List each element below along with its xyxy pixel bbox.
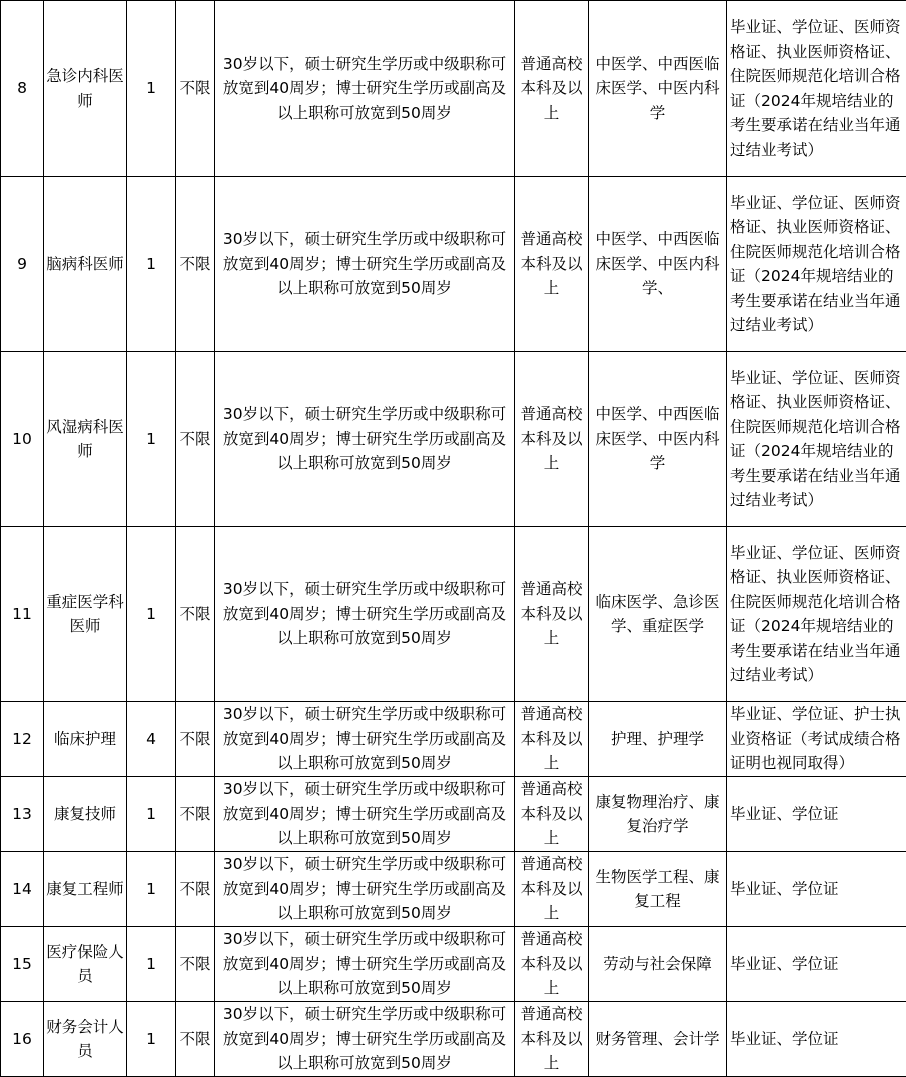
education-requirement: 普通高校本科及以上 [515,177,589,352]
major-requirement: 财务管理、会计学 [589,1002,727,1077]
other-requirements: 毕业证、学位证、医师资格证、执业医师资格证、住院医师规范化培训合格证（2024年规培结业的考生要承诺在结业当年通过结业考试） [727,177,906,352]
hiring-count: 1 [127,852,176,927]
table-row [1,527,906,702]
row-number: 16 [1,1002,44,1077]
age-requirement: 30岁以下，硕士研究生学历或中级职称可放宽到40周岁；博士研究生学历或副高及以上职称可放宽到50周岁 [215,852,515,927]
table-row [1,927,906,1002]
education-requirement: 普通高校本科及以上 [515,352,589,527]
row-number: 10 [1,352,44,527]
table-row [1,177,906,352]
major-requirement: 康复物理治疗、康复治疗学 [589,777,727,852]
gender-requirement: 不限 [176,177,215,352]
major-requirement: 生物医学工程、康复工程 [589,852,727,927]
table-row [1,352,906,527]
major-requirement: 中医学、中西医临床医学、中医内科学 [589,352,727,527]
age-requirement: 30岁以下，硕士研究生学历或中级职称可放宽到40周岁；博士研究生学历或副高及以上职称可放宽到50周岁 [215,177,515,352]
hiring-count: 1 [127,527,176,702]
table-row [1,852,906,927]
age-requirement: 30岁以下，硕士研究生学历或中级职称可放宽到40周岁；博士研究生学历或副高及以上职称可放宽到50周岁 [215,927,515,1002]
education-requirement: 普通高校本科及以上 [515,702,589,777]
other-requirements: 毕业证、学位证、医师资格证、执业医师资格证、住院医师规范化培训合格证（2024年规培结业的考生要承诺在结业当年通过结业考试） [727,352,906,527]
other-requirements: 毕业证、学位证、护士执业资格证（考试成绩合格证明也视同取得） [727,702,906,777]
major-requirement: 中医学、中西医临床医学、中医内科学、 [589,177,727,352]
other-requirements: 毕业证、学位证 [727,1002,906,1077]
position-name: 医疗保险人员 [44,927,127,1002]
other-requirements: 毕业证、学位证、医师资格证、执业医师资格证、住院医师规范化培训合格证（2024年规培结业的考生要承诺在结业当年通过结业考试） [727,527,906,702]
table-row [1,702,906,777]
age-requirement: 30岁以下，硕士研究生学历或中级职称可放宽到40周岁；博士研究生学历或副高及以上职称可放宽到50周岁 [215,527,515,702]
hiring-count: 1 [127,777,176,852]
other-requirements: 毕业证、学位证、医师资格证、执业医师资格证、住院医师规范化培训合格证（2024年规培结业的考生要承诺在结业当年通过结业考试） [727,1,906,177]
gender-requirement: 不限 [176,702,215,777]
table-row [1,1002,906,1077]
gender-requirement: 不限 [176,1,215,177]
row-number: 15 [1,927,44,1002]
position-name: 急诊内科医师 [44,1,127,177]
age-requirement: 30岁以下，硕士研究生学历或中级职称可放宽到40周岁；博士研究生学历或副高及以上职称可放宽到50周岁 [215,777,515,852]
row-number: 9 [1,177,44,352]
gender-requirement: 不限 [176,352,215,527]
position-name: 重症医学科医师 [44,527,127,702]
row-number: 14 [1,852,44,927]
education-requirement: 普通高校本科及以上 [515,527,589,702]
table-row [1,777,906,852]
position-name: 财务会计人员 [44,1002,127,1077]
table-row [1,1,906,177]
position-name: 风湿病科医师 [44,352,127,527]
gender-requirement: 不限 [176,777,215,852]
position-name: 康复技师 [44,777,127,852]
gender-requirement: 不限 [176,852,215,927]
row-number: 13 [1,777,44,852]
age-requirement: 30岁以下，硕士研究生学历或中级职称可放宽到40周岁；博士研究生学历或副高及以上职称可放宽到50周岁 [215,352,515,527]
major-requirement: 中医学、中西医临床医学、中医内科学 [589,1,727,177]
gender-requirement: 不限 [176,927,215,1002]
hiring-count: 1 [127,1002,176,1077]
education-requirement: 普通高校本科及以上 [515,927,589,1002]
major-requirement: 劳动与社会保障 [589,927,727,1002]
major-requirement: 护理、护理学 [589,702,727,777]
gender-requirement: 不限 [176,1002,215,1077]
education-requirement: 普通高校本科及以上 [515,777,589,852]
education-requirement: 普通高校本科及以上 [515,1,589,177]
position-name: 脑病科医师 [44,177,127,352]
hiring-count: 1 [127,927,176,1002]
row-number: 11 [1,527,44,702]
row-number: 12 [1,702,44,777]
row-number: 8 [1,1,44,177]
age-requirement: 30岁以下，硕士研究生学历或中级职称可放宽到40周岁；博士研究生学历或副高及以上职称可放宽到50周岁 [215,1,515,177]
hiring-count: 1 [127,1,176,177]
age-requirement: 30岁以下，硕士研究生学历或中级职称可放宽到40周岁；博士研究生学历或副高及以上职称可放宽到50周岁 [215,702,515,777]
hiring-count: 1 [127,352,176,527]
hiring-count: 1 [127,177,176,352]
education-requirement: 普通高校本科及以上 [515,1002,589,1077]
major-requirement: 临床医学、急诊医学、重症医学 [589,527,727,702]
other-requirements: 毕业证、学位证 [727,852,906,927]
age-requirement: 30岁以下，硕士研究生学历或中级职称可放宽到40周岁；博士研究生学历或副高及以上职称可放宽到50周岁 [215,1002,515,1077]
position-name: 康复工程师 [44,852,127,927]
education-requirement: 普通高校本科及以上 [515,852,589,927]
other-requirements: 毕业证、学位证 [727,927,906,1002]
gender-requirement: 不限 [176,527,215,702]
position-name: 临床护理 [44,702,127,777]
other-requirements: 毕业证、学位证 [727,777,906,852]
hiring-count: 4 [127,702,176,777]
